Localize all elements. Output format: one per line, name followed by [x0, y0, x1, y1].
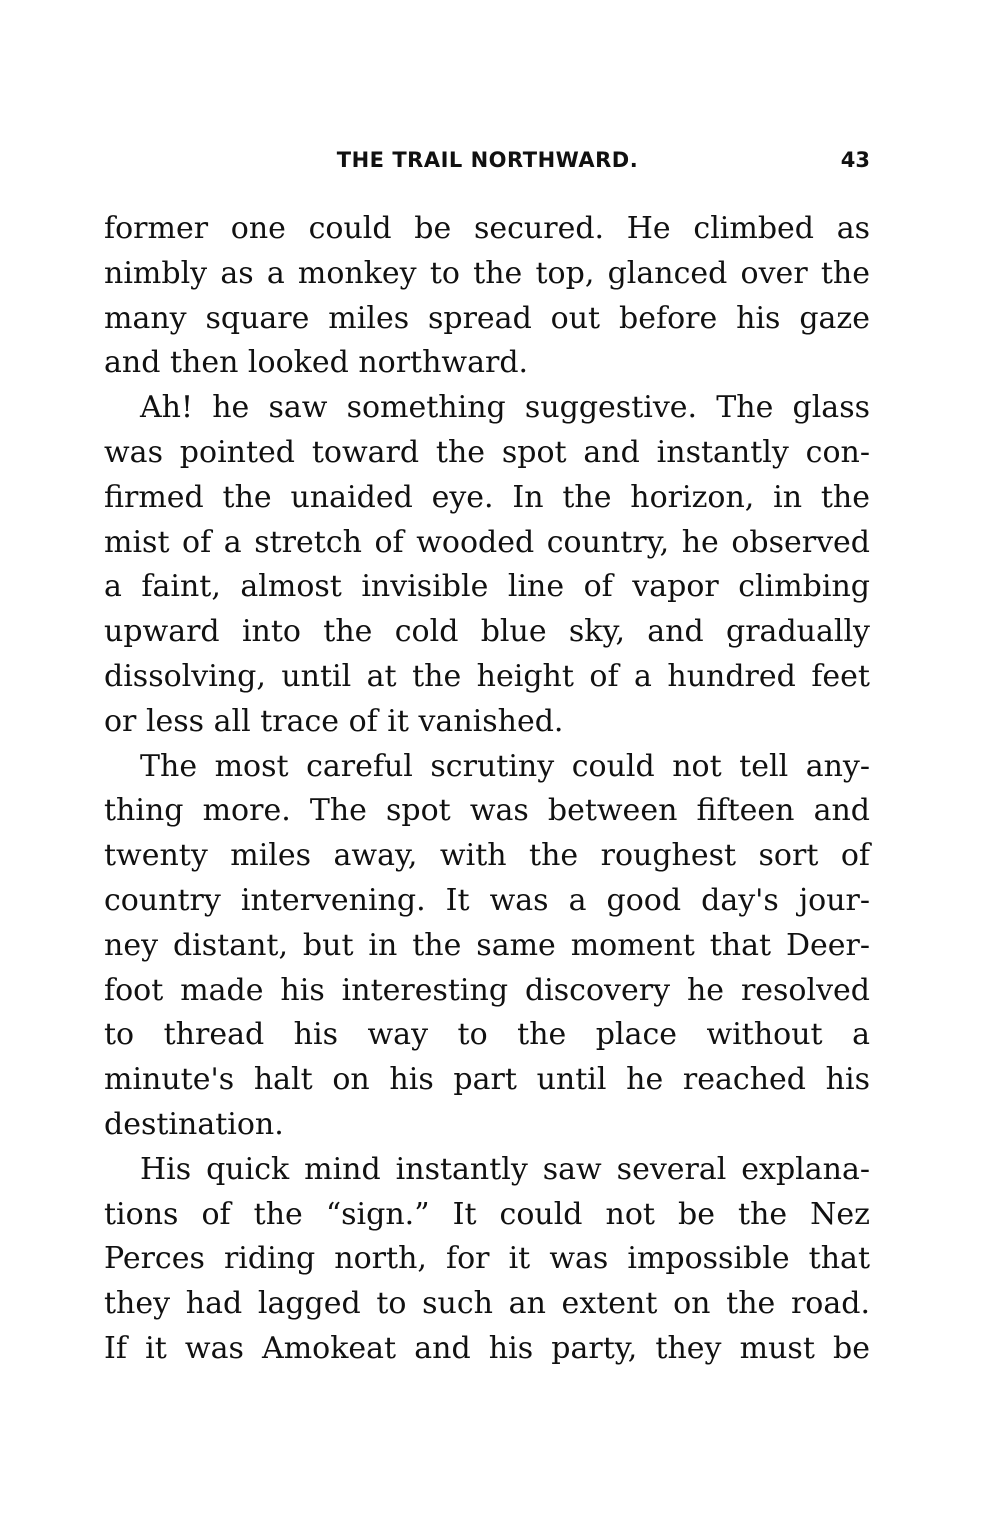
text-line: destination. [104, 1106, 284, 1142]
running-header [105, 146, 870, 176]
text-line: Perces riding north, for it was impossible that [104, 1241, 870, 1277]
text-line: thing more. The spot was between fifteen and [104, 793, 870, 829]
text-line: tions of the “sign.” It could not be the Nez [104, 1196, 870, 1232]
text-line: If it was Amokeat and his party, they must be [104, 1330, 870, 1366]
text-line: upward into the cold blue sky, and gradually [104, 614, 870, 650]
text-line: His quick mind instantly saw several explana- [140, 1151, 870, 1187]
running-title: THE TRAIL NORTHWARD. [336, 148, 639, 172]
text-line: a faint, almost invisible line of vapor climbing [104, 569, 870, 605]
body-text [104, 207, 870, 1372]
text-line: many square miles spread out before his gaze [104, 300, 870, 336]
text-line: foot made his interesting discovery he resolved [104, 972, 870, 1008]
text-line: firmed the unaided eye. In the horizon, in the [104, 479, 870, 515]
text-line: Ah! he saw something suggestive. The glass [140, 390, 870, 426]
text-line: to thread his way to the place without a [104, 1017, 870, 1053]
text-line: former one could be secured. He climbed as [104, 211, 870, 246]
text-line: or less all trace of it vanished. [104, 703, 564, 739]
text-line: they had lagged to such an extent on the road. [104, 1286, 870, 1322]
text-line: mist of a stretch of wooded country, he observed [104, 524, 870, 560]
text-line: ney distant, but in the same moment that Deer- [104, 927, 870, 963]
text-line: dissolving, until at the height of a hundred feet [104, 658, 870, 694]
text-line: was pointed toward the spot and instantly con- [104, 434, 870, 470]
page-number: 43 [840, 148, 870, 172]
text-line: country intervening. It was a good day's jour- [104, 882, 870, 918]
text-line: twenty miles away, with the roughest sort of [104, 838, 870, 874]
text-line: The most careful scrutiny could not tell any- [140, 748, 870, 784]
text-line: minute's halt on his part until he reached his [104, 1062, 870, 1098]
text-line: nimbly as a monkey to the top, glanced over the [104, 255, 870, 291]
text-line: and then looked northward. [104, 345, 529, 381]
